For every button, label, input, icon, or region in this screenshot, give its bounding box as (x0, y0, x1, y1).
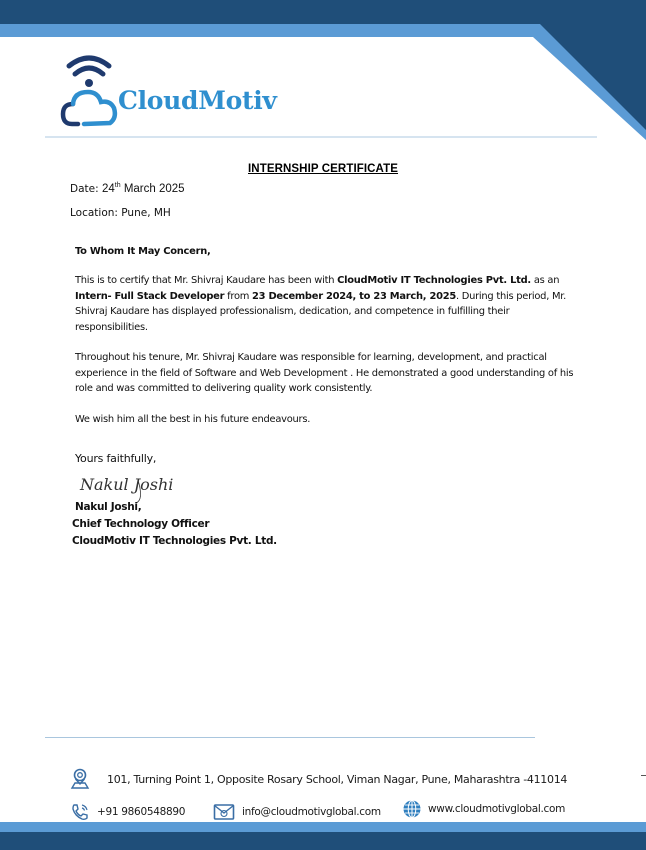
paragraph-tenure: Throughout his tenure, Mr. Shivraj Kaudare was responsible for learning, development, and practical experience in the field of Software and Web Development . He demonstrated a good understanding of his role and was committed to delivering quality work consistently. (75, 352, 574, 394)
salutation: To Whom It May Concern, (75, 246, 211, 257)
date-day: 24 (101, 182, 115, 195)
company-name-bold: CloudMotiv IT Technologies Pvt. Ltd. (337, 275, 531, 286)
signature-image (78, 470, 188, 504)
svg-text:Nakul Joshi: Nakul Joshi (80, 475, 174, 494)
address-text: 101, Turning Point 1, Opposite Rosary School, Viman Nagar, Pune, Maharashtra -411014 (107, 772, 568, 786)
cloud-wifi-icon (60, 52, 120, 130)
email-link[interactable]: info@cloudmotivglobal.com (242, 806, 381, 818)
para1-text-2: as an (530, 275, 560, 286)
para1-text-1: This is to certify that Mr. Shivraj Kaudare has been with (75, 275, 338, 286)
duration-bold: 23 December 2024, to 23 March, 2025 (252, 290, 456, 302)
signer-title: Chief Technology Officer (72, 518, 210, 530)
footer-phone (70, 802, 185, 822)
signer-name: Nakul Joshi, (75, 501, 142, 513)
footer-band-dark (0, 832, 646, 850)
para1-text-3: from (224, 290, 253, 302)
footer-address (70, 768, 567, 790)
signer-company: CloudMotiv IT Technologies Pvt. Ltd. (72, 535, 277, 547)
header-divider (45, 136, 597, 138)
footer-email (213, 802, 381, 822)
para1-text-4: . During this period, Mr. Shivraj Kaudare has displayed professionalism, dedication, and competence in fulfilling their responsibilities. (75, 290, 567, 333)
website-link[interactable]: www.cloudmotivglobal.com (428, 803, 566, 815)
phone-link[interactable]: +91 9860548890 (97, 806, 186, 818)
date-month-year: March 2025 (120, 182, 185, 195)
closing: Yours faithfully, (75, 452, 157, 465)
footer-website (402, 799, 565, 819)
email-icon (213, 802, 235, 822)
date-suffix: th (114, 182, 121, 189)
paragraph-wishes: We wish him all the best in his future endeavours. (75, 414, 311, 425)
location-pin-icon (70, 768, 90, 790)
globe-icon (402, 799, 422, 819)
location: Location: Pune, MH (70, 207, 171, 219)
footer-divider (45, 737, 535, 738)
paragraph-certification (75, 273, 575, 335)
footer-band-light (0, 822, 646, 832)
issue-date (70, 182, 185, 195)
role-bold: Intern- Full Stack Developer (75, 290, 225, 302)
certificate-title: INTERNSHIP CERTIFICATE (248, 163, 399, 175)
brand-name: CloudMotiv (118, 86, 277, 115)
date-label: Date: (70, 182, 102, 195)
edge-mark (641, 775, 646, 776)
phone-icon (70, 802, 90, 822)
company-logo (60, 52, 275, 132)
